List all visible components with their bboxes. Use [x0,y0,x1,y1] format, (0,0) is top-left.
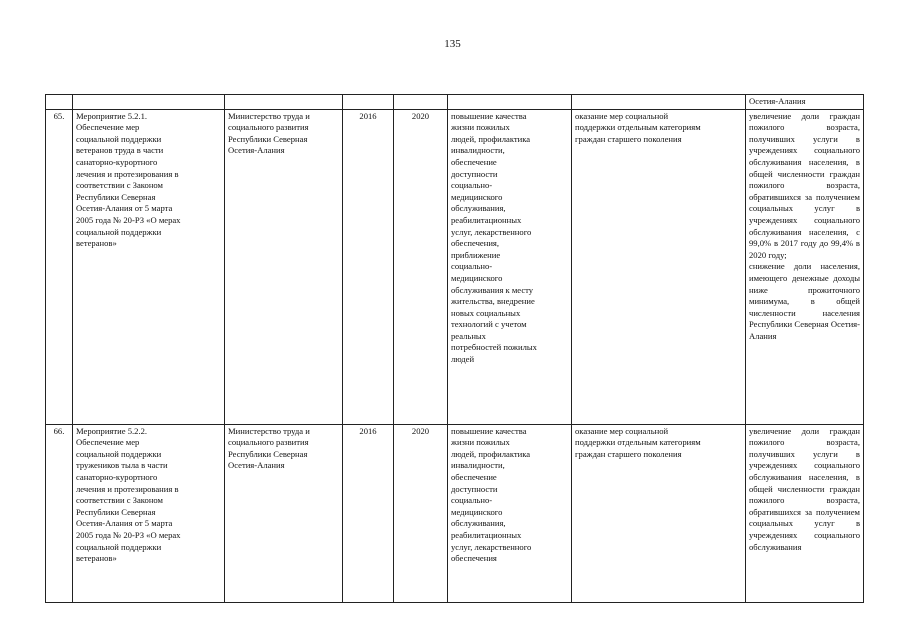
cell-empty [73,95,225,110]
measure-name: Мероприятие 5.2.1. Обеспечение мер социальной поддержки ветеранов труда в части санаторно-курортного лечения и протезирования в соответствии с Законом Республики Северная Осетия-Алания от 5 марта 2005 года № 20-РЗ «О мерах социальной поддержки ветеранов» [73,109,225,424]
row-number: 66. [46,424,73,602]
end-year: 2020 [394,424,448,602]
table-row-continued [46,95,864,110]
expected-result: повышение качества жизни пожилых людей, профилактика инвалидности, обеспечение доступности социально- медицинского обслуживания, реабилитационных услуг, лекарственного обеспечения [448,424,572,602]
table-row [46,424,864,602]
target-indicator: увеличение доли граждан пожилого возраста, получивших услуги в учреждениях социального обслуживания населения, в общей численности граждан пожилого возраста, обратившихся за получением социальных услуг в учреждениях социального обслуживания [746,424,864,602]
page-number: 135 [444,38,461,50]
executor: Министерство труда и социального развития Республики Северная Осетия-Алания [225,109,343,424]
row-number: 65. [46,109,73,424]
cell-empty [572,95,746,110]
target-indicator: увеличение доли граждан пожилого возраста, получивших услуги в учреждениях социального обслуживания населения, в общей численности граждан пожилого возраста, обратившихся за получением социальных услуг в учреждениях социального обслуживания населения, с 99,0% в 2017 году до 99,4% в 2020 году; снижение доли населения, имеющего денежные доходы ниже прожиточного минимума, в общей численности населения Республики Северная Осетия-Алания [746,109,864,424]
measure-content: оказание мер социальной поддержки отдельным категориям граждан старшего поколения [572,109,746,424]
cell-empty [46,95,73,110]
executor: Министерство труда и социального развития Республики Северная Осетия-Алания [225,424,343,602]
table-row [46,109,864,424]
expected-result: повышение качества жизни пожилых людей, профилактика инвалидности, обеспечение доступности социально- медицинского обслуживания, реабилитационных услуг, лекарственного обеспечения, приближение социально- медицинского обслуживания к месту жительства, внедрение новых социальных технологий с учетом реальных потребностей пожилых людей [448,109,572,424]
cell-empty [225,95,343,110]
measures-table [45,94,864,603]
start-year: 2016 [343,424,394,602]
end-year: 2020 [394,109,448,424]
cell-empty [343,95,394,110]
start-year: 2016 [343,109,394,424]
cell-indicator-continued: Осетия-Алания [746,95,864,110]
cell-empty [448,95,572,110]
measure-content: оказание мер социальной поддержки отдельным категориям граждан старшего поколения [572,424,746,602]
cell-empty [394,95,448,110]
measure-name: Мероприятие 5.2.2. Обеспечение мер социальной поддержки тружеников тыла в части санаторно-курортного лечения и протезирования в соответствии с Законом Республики Северная Осетия-Алания от 5 марта 2005 года № 20-РЗ «О мерах социальной поддержки ветеранов» [73,424,225,602]
